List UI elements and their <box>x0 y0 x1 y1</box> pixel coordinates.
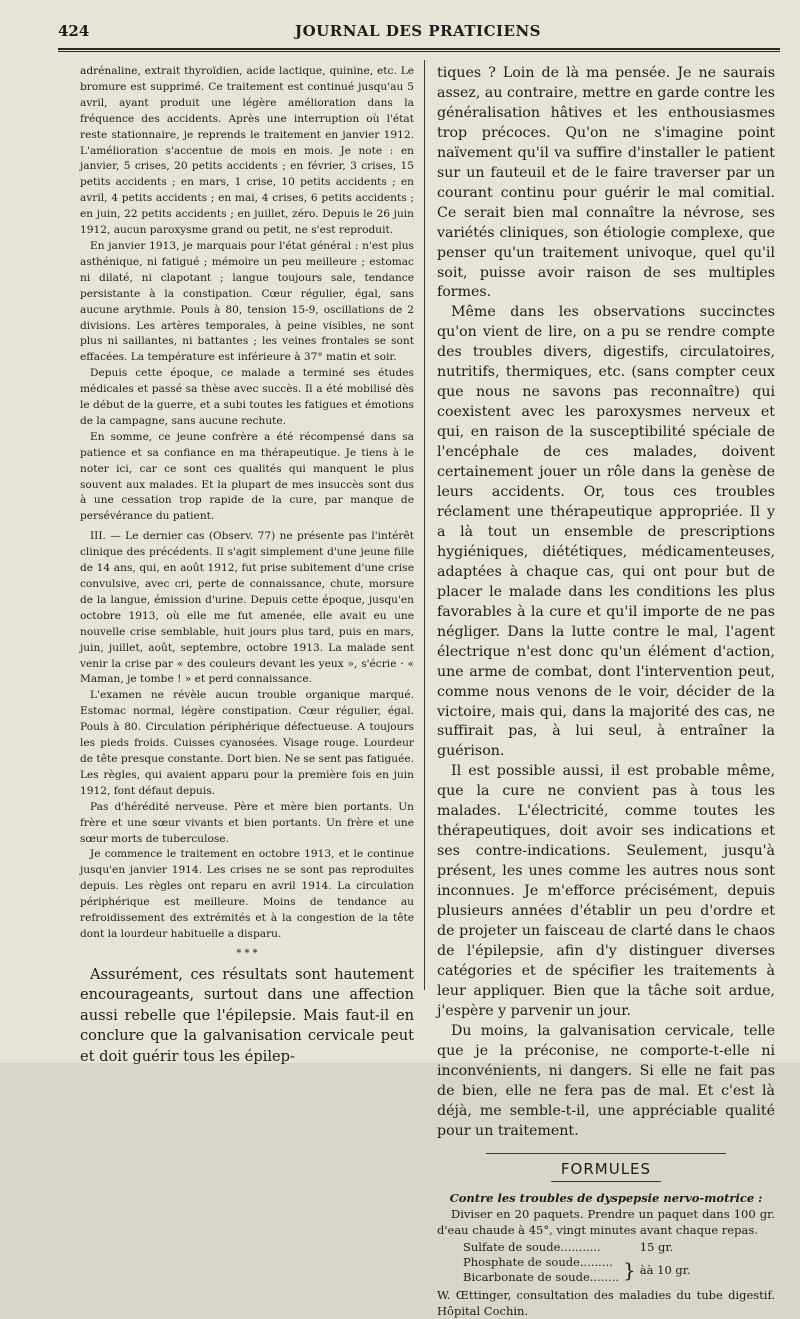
ingredient-quantity: 15 gr. <box>639 1240 674 1255</box>
recipe-instructions: Diviser en 20 paquets. Prendre un paquet dans 100 gr. d'eau chaude à 45°, vingt minutes avant chaque repas. <box>437 1207 775 1238</box>
closing-paragraph: Assurément, ces résultats sont hautement encourageants, surtout dans une affection aussi rebelle que l'épilepsie. Mais faut-il en conclure que la galvanisation cervicale peut et doit guérir tous les épilep- <box>80 965 414 1065</box>
paragraph: En janvier 1913, je marquais pour l'état général : n'est plus asthénique, ni fatigué ; mémoire un peu meilleure ; estomac ni dilaté, ni clapotant ; langue toujours sale, tendance persistante à la constipation. Cœur régulier, égal, sans aucune arythmie. Pouls à 80, tension 15-9, oscillations de 2 divisions. Les artères temporales, à peine visibles, ne sont plus ni saillantes, ni battantes ; les veines frontales se sont effacées. La température est inférieure à 37° matin et soir. <box>80 239 414 364</box>
paragraph: Je commence le traitement en octobre 1913, et le continue jusqu'en janvier 1914. Les crises ne se sont pas reproduites depuis. Les règles ont reparu en avril 1914. La circulation périphérique est meilleure. Moins de tendance au refroidissement des extrémités et à la congestion de la tête dont la lourdeur habituelle a disparu. <box>80 848 414 940</box>
column-divider <box>424 60 425 990</box>
ingredient-name: Sulfate de soude........... <box>463 1240 601 1255</box>
ingredients-table <box>463 1240 695 1285</box>
formules-rule <box>486 1153 726 1154</box>
ingredient-name: Bicarbonate de soude........ <box>463 1270 620 1285</box>
paragraph: L'examen ne révèle aucun trouble organique marqué. Estomac normal, légère constipation. Cœur régulier, égal. Pouls à 80. Circulation périphérique défectueuse. A toujours les pieds froids. Cuisses cyanosées. Visage rouge. Lourdeur de tête presque constante. Dort bien. Ne se sent pas fatiguée. Les règles, qui avaient apparu pour la première fois en juin 1912, font défaut depuis. <box>80 689 414 797</box>
formula-signature: W. Œttinger, consultation des maladies du tube digestif. Hôpital Cochin. <box>437 1288 775 1319</box>
brace-mark: } <box>623 1258 636 1283</box>
shared-quantity: àà 10 gr. <box>639 1262 691 1277</box>
paragraph: adrénaline, extrait thyroïdien, acide lactique, quinine, etc. Le bromure est supprimé. Ce traitement est continué jusqu'au 5 avril, ayant produit une légère amélioration dans la fréquence des accidents. Après une interruption où l'état reste stationnaire, je reprends le traitement en janvier 1912. L'amélioration s'accentue de mois en mois. Je note : en janvier, 5 crises, 20 petits accidents ; en février, 3 crises, 15 petits accidents ; en mars, 1 crise, 10 petits accidents ; en avril, 4 petits accidents ; en mai, 4 crises, 6 petits accidents ; en juin, 22 petits accidents ; en juillet, zéro. Depuis le 26 juin 1912, aucun paroxysme grand ou petit, ne s'est reproduit. <box>80 65 414 237</box>
right-column <box>437 64 775 1319</box>
paragraph: En somme, ce jeune confrère a été récompensé dans sa patience et sa confiance en ma thérapeutique. Je tiens à le noter ici, car ce sont ces qualités qui manquent le plus souvent aux malades. Et la plupart de mes insuccès sont dus à une cessation trop rapide de la cure, par manque de persévérance du patient. <box>80 430 414 523</box>
paragraph: III. — Le dernier cas (Observ. 77) ne présente pas l'intérêt clinique des précédents. Il s'agit simplement d'une jeune fille de 14 ans, qui, en août 1912, fut prise subitement d'une crise convulsive, avec cri, perte de connaissance, chute, morsure de la langue, émission d'urine. Depuis cette époque, jusqu'en octobre 1913, où elle me fut amenée, elle avait eu une nouvelle crise semblable, huit jours plus tard, puis en mars, juin, juillet, août, septembre, octobre 1913. La malade sent venir la crise par « des couleurs devant les yeux », s'écrie · « Maman, je tombe ! » et perd connaissance. <box>80 530 414 686</box>
formules-title: FORMULES <box>551 1160 661 1182</box>
paragraph: Depuis cette époque, ce malade a terminé ses études médicales et passé sa thèse avec succès. Il a été mobilisé dès le début de la guerre, et a subi toutes les fatigues et émotions de la campagne, sans aucune rechute. <box>80 367 414 427</box>
ingredient-row <box>463 1240 695 1255</box>
section-separator: * * * <box>236 947 258 959</box>
paragraph: Du moins, la galvanisation cervicale, telle que je la préconise, ne comporte-t-elle ni inconvénients, ni dangers. Si elle ne fait pas de bien, elle ne fera pas de mal. Et c'est là déjà, me semble-t-il, une appréciable qualité pour un traitement. <box>437 1022 775 1139</box>
paragraph: Pas d'hérédité nerveuse. Père et mère bien portants. Un frère et une sœur vivants et bien portants. Un frère et une sœur morts de tuberculose. <box>80 800 414 845</box>
journal-title: JOURNAL DES PRATICIENS <box>295 22 541 40</box>
header-rule <box>58 48 780 52</box>
left-column <box>80 64 414 1067</box>
paragraph: Il est possible aussi, il est probable même, que la cure ne convient pas à tous les malades. L'électricité, comme toutes les thérapeutiques, doit avoir ses indications et ses contre-indications. Seulement, jusqu'à présent, les unes comme les autres nous sont inconnues. Je m'efforce précisément, depuis plusieurs années d'établir un peu d'ordre et de projeter un faisceau de clarté dans le chaos de l'épilepsie, afin d'y distinguer diverses catégories et de spécifier les traitements à leur appliquer. Bien que la tâche soit ardue, j'espère y parvenir un jour. <box>437 763 775 1019</box>
recipe-title: Contre les troubles de dyspepsie nervo-motrice : <box>449 1191 763 1206</box>
paragraph: tiques ? Loin de là ma pensée. Je ne saurais assez, au contraire, mettre en garde contre les généralisation hâtives et les enthousiasmes trop précoces. Qu'on ne s'imagine point naïvement qu'il va suffire d'installer le patient sur un fauteuil et de le faire traverser par un courant continu pour guérir le mal comitial. Ce serait bien mal connaître la névrose, ses variétés cliniques, son étiologie complexe, que penser qu'un traitement univoque, quel qu'il soit, puisse avoir raison de ses multiples formes. <box>437 65 775 301</box>
ingredient-row <box>463 1255 695 1270</box>
ingredient-name: Phosphate de soude......... <box>463 1255 613 1270</box>
page-number: 424 <box>58 22 90 40</box>
page-header <box>58 22 778 46</box>
formules-heading <box>437 1160 775 1180</box>
paragraph: Même dans les observations succinctes qu'on vient de lire, on a pu se rendre compte des troubles divers, digestifs, circulatoires, nutritifs, thermiques, etc. (sans compter ceux que nous ne savons pas reconnaître) qui coexistent avec les paroxysmes nerveux et qui, en raison de la susceptibilité spéciale de l'encéphale de ces malades, doivent certainement jouer un rôle dans la genèse de leurs accidents. Or, tous ces troubles réclament une thérapeutique appropriée. Il y a là tout un ensemble de prescriptions hygiéniques, diététiques, médicamenteuses, adaptées à chaque cas, qui ont pour but de placer le malade dans les conditions les plus favorables à la cure et qu'il importe de ne pas négliger. Dans la lutte contre le mal, l'agent électrique n'est donc qu'un élément d'action, une arme de combat, dont l'intervention peut, comme nous venons de le voir, décider de la victoire, mais qui, dans la majorité des cas, ne suffirait pas, à lui seul, à entraîner la guérison. <box>437 304 775 760</box>
